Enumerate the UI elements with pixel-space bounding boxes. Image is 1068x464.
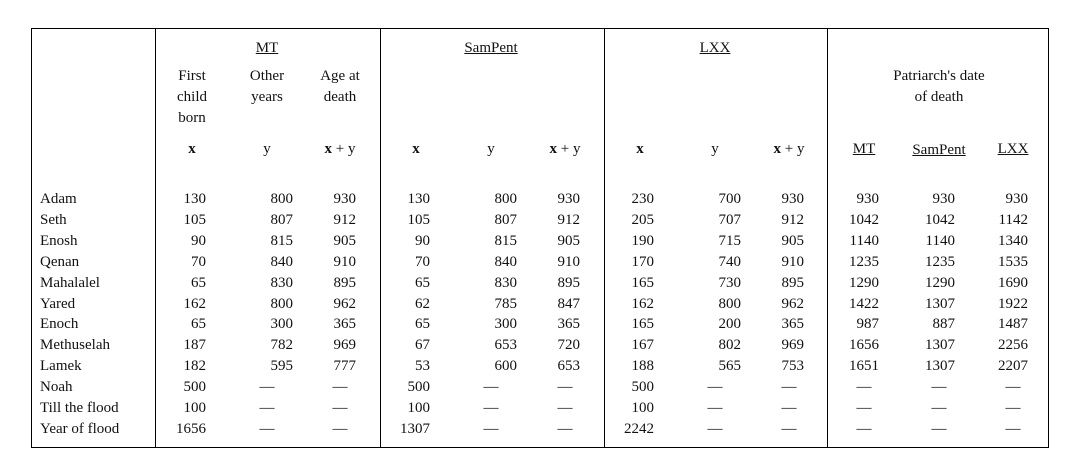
table-cell: —	[332, 400, 348, 416]
table-cell: 1042	[849, 211, 879, 228]
table-cell: 167	[631, 337, 654, 354]
row-label: Adam	[40, 191, 77, 207]
subhead-first-child: First child born	[177, 68, 207, 126]
table-cell: 1340	[998, 232, 1028, 249]
table-cell: 930	[333, 191, 356, 207]
table-cell: 200	[718, 316, 741, 333]
group-heading-death: Patriarch's date of death	[893, 68, 985, 105]
table-cell: 130	[407, 191, 430, 207]
table-cell: 500	[183, 379, 206, 396]
table-cell: 65	[191, 274, 206, 291]
table-cell: 1422	[849, 295, 879, 312]
table-cell: 930	[856, 191, 879, 207]
row-label: Mahalalel	[40, 274, 100, 291]
table-cell: —	[259, 420, 275, 437]
col-x: x	[188, 141, 196, 157]
table-cell: —	[483, 400, 499, 416]
table-cell: —	[1005, 420, 1021, 437]
table-cell: 1042	[925, 211, 955, 228]
row-label: Noah	[40, 379, 73, 396]
table-cell: 653	[494, 337, 517, 354]
row-label: Lamek	[40, 358, 82, 375]
table-cell: 105	[407, 211, 430, 228]
table-cell: 782	[270, 337, 293, 354]
row-label: Methuselah	[40, 337, 110, 354]
row-label: Enosh	[40, 232, 78, 249]
table-cell: 205	[631, 211, 654, 228]
table-cell: 930	[932, 191, 955, 207]
table-cell: 100	[183, 400, 206, 416]
table-cell: —	[707, 420, 723, 437]
table-cell: —	[1005, 400, 1021, 416]
table-cell: 987	[856, 316, 879, 333]
table-cell: 910	[781, 253, 804, 270]
table-cell: 70	[415, 253, 430, 270]
table-cell: 1307	[925, 295, 955, 312]
table-cell: 162	[183, 295, 206, 312]
table-cell: 188	[631, 358, 654, 375]
table-cell: —	[856, 379, 872, 396]
table-cell: 1290	[925, 274, 955, 291]
table-cell: 807	[494, 211, 517, 228]
table-cell: 300	[494, 316, 517, 333]
table-cell: 830	[494, 274, 517, 291]
table-cell: 815	[270, 232, 293, 249]
table-cell: —	[931, 400, 947, 416]
table-cell: 740	[718, 253, 741, 270]
table-cell: 720	[557, 337, 580, 354]
table-cell: 1290	[849, 274, 879, 291]
table-cell: 1307	[925, 337, 955, 354]
table-cell: 800	[270, 295, 293, 312]
col-death-sampent: SamPent	[912, 142, 966, 158]
table-cell: 969	[333, 337, 356, 354]
table-cell: 800	[718, 295, 741, 312]
table-cell: 1307	[400, 420, 430, 437]
table-cell: —	[707, 379, 723, 396]
table-cell: 62	[415, 295, 430, 312]
table-cell: 182	[183, 358, 206, 375]
table-cell: 840	[494, 253, 517, 270]
table-cell: 905	[781, 232, 804, 249]
row-label: Seth	[40, 211, 67, 228]
col-y: y	[711, 141, 719, 157]
table-cell: 53	[415, 358, 430, 375]
row-label: Enoch	[40, 316, 79, 333]
table-cell: —	[856, 400, 872, 416]
table-cell: 815	[494, 232, 517, 249]
col-xy: x + y	[773, 141, 805, 157]
table-cell: —	[781, 379, 797, 396]
row-label: Yared	[40, 295, 76, 312]
table-cell: 910	[557, 253, 580, 270]
table-cell: 1690	[998, 274, 1028, 291]
subhead-age-at-death: Age at death	[320, 68, 360, 105]
table-cell: 800	[270, 191, 293, 207]
table-cell: 365	[781, 316, 804, 333]
table-cell: 187	[183, 337, 206, 354]
table-cell: 1656	[176, 420, 206, 437]
table-cell: 807	[270, 211, 293, 228]
table-cell: 1235	[849, 253, 879, 270]
table-cell: 905	[333, 232, 356, 249]
table-cell: 905	[557, 232, 580, 249]
table-cell: 2207	[998, 358, 1028, 375]
table-cell: 777	[333, 358, 356, 375]
table-cell: 65	[415, 274, 430, 291]
table-cell: —	[931, 420, 947, 437]
table-cell: 365	[333, 316, 356, 333]
table-cell: 930	[1005, 191, 1028, 207]
table-cell: 730	[718, 274, 741, 291]
table-cell: 500	[407, 379, 430, 396]
table-cell: 912	[781, 211, 804, 228]
table-cell: 895	[781, 274, 804, 291]
col-x: x	[412, 141, 420, 157]
subhead-other-years: Other years	[249, 68, 285, 105]
table-cell: 65	[415, 316, 430, 333]
table-cell: 1140	[849, 232, 879, 249]
table-cell: 910	[333, 253, 356, 270]
table-cell: 962	[781, 295, 804, 312]
table-cell: 1922	[998, 295, 1028, 312]
table-cell: 300	[270, 316, 293, 333]
col-death-mt: MT	[852, 141, 876, 157]
table-cell: 1535	[998, 253, 1028, 270]
table-cell: 2256	[998, 337, 1028, 354]
table-cell: 1140	[925, 232, 955, 249]
table-cell: —	[332, 379, 348, 396]
table-cell: 700	[718, 191, 741, 207]
table-cell: 887	[932, 316, 955, 333]
table-cell: 1307	[925, 358, 955, 375]
table-cell: 912	[333, 211, 356, 228]
row-label: Till the flood	[40, 400, 119, 416]
group-heading-lxx: LXX	[699, 40, 731, 56]
table-cell: 600	[494, 358, 517, 375]
table-cell: —	[707, 400, 723, 416]
row-label: Year of flood	[40, 420, 120, 437]
col-death-lxx: LXX	[997, 141, 1029, 157]
table-cell: —	[557, 400, 573, 416]
table-cell: 1651	[849, 358, 879, 375]
table-cell: 90	[191, 232, 206, 249]
table-cell: 130	[183, 191, 206, 207]
table-cell: 65	[191, 316, 206, 333]
table-cell: —	[483, 379, 499, 396]
table-cell: 930	[781, 191, 804, 207]
table-cell: 895	[333, 274, 356, 291]
table-cell: 100	[631, 400, 654, 416]
table-cell: 840	[270, 253, 293, 270]
table-cell: 2242	[624, 420, 654, 437]
col-xy: x + y	[324, 141, 356, 157]
table-cell: —	[1005, 379, 1021, 396]
group-heading-mt: MT	[255, 40, 279, 56]
table-cell: —	[483, 420, 499, 437]
group-heading-sampent: SamPent	[464, 40, 518, 56]
table-cell: 653	[557, 358, 580, 375]
table-cell: 162	[631, 295, 654, 312]
table-cell: 165	[631, 316, 654, 333]
table-cell: 165	[631, 274, 654, 291]
table-cell: 70	[191, 253, 206, 270]
table-cell: 595	[270, 358, 293, 375]
table-cell: —	[856, 420, 872, 437]
table-cell: —	[332, 420, 348, 437]
table-cell: 565	[718, 358, 741, 375]
row-label: Qenan	[40, 253, 80, 270]
col-x: x	[636, 141, 644, 157]
col-xy: x + y	[549, 141, 581, 157]
table-cell: 67	[415, 337, 430, 354]
table-cell: 1656	[849, 337, 879, 354]
table-cell: 170	[631, 253, 654, 270]
table-cell: 190	[631, 232, 654, 249]
table-cell: 830	[270, 274, 293, 291]
table-cell: 912	[557, 211, 580, 228]
table-cell: 1235	[925, 253, 955, 270]
table-cell: 100	[407, 400, 430, 416]
table-cell: 847	[557, 295, 580, 312]
table-cell: —	[259, 379, 275, 396]
table-cell: —	[931, 379, 947, 396]
table-cell: 962	[333, 295, 356, 312]
table-cell: 1142	[998, 211, 1028, 228]
table-cell: 230	[631, 191, 654, 207]
table-cell: 707	[718, 211, 741, 228]
table-cell: 785	[494, 295, 517, 312]
table-cell: —	[557, 420, 573, 437]
table-cell: —	[781, 420, 797, 437]
table-cell: 500	[631, 379, 654, 396]
col-y: y	[487, 141, 495, 157]
table-cell: 802	[718, 337, 741, 354]
table-cell: 105	[183, 211, 206, 228]
table-cell: —	[781, 400, 797, 416]
table-cell: 800	[494, 191, 517, 207]
col-y: y	[263, 141, 271, 157]
table-cell: 365	[557, 316, 580, 333]
table-cell: 969	[781, 337, 804, 354]
table-cell: 715	[718, 232, 741, 249]
table-cell: 90	[415, 232, 430, 249]
table-cell: 930	[557, 191, 580, 207]
table-cell: 895	[557, 274, 580, 291]
table-cell: 1487	[998, 316, 1028, 333]
table-cell: 753	[781, 358, 804, 375]
table-cell: —	[557, 379, 573, 396]
table-cell: —	[259, 400, 275, 416]
